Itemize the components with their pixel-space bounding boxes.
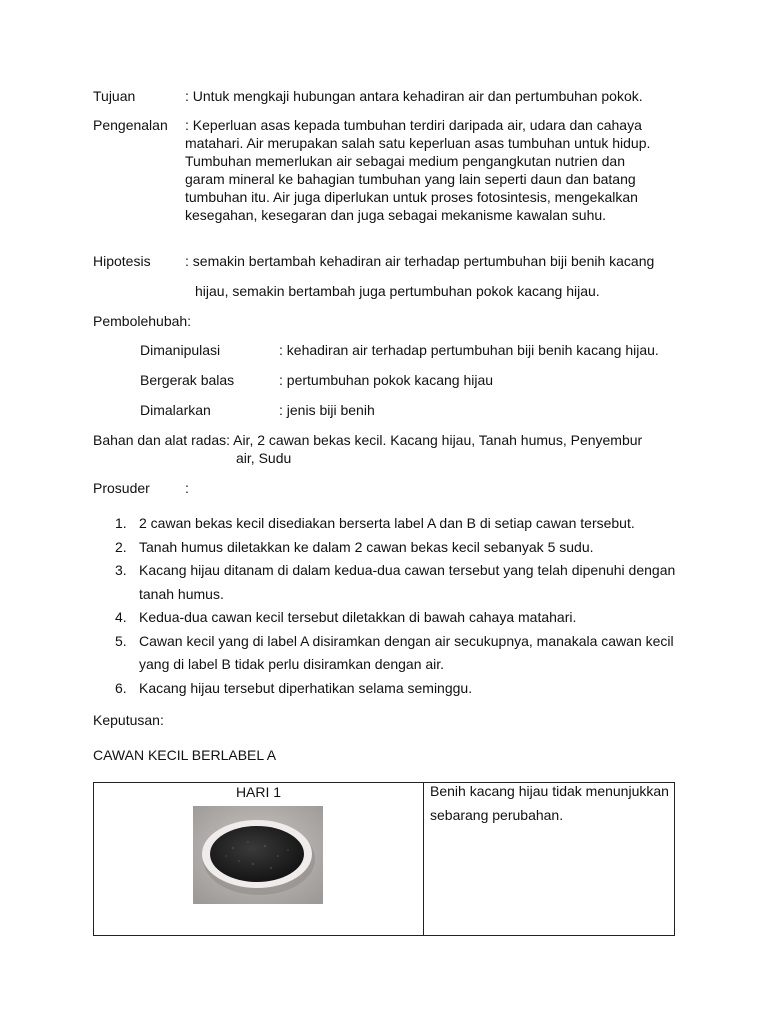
- pengenalan-label: Pengenalan: [93, 117, 168, 133]
- prosuder-colon: :: [185, 480, 189, 496]
- pengenalan-text: : Keperluan asas kepada tumbuhan terdiri daripada air, udara dan cahaya matahari. Air merupakan salah satu keperluan asas tumbuhan untuk hidup. Tumbuhan memerlukan air sebagai medium pengangkutan nutrien dan garam mineral ke bahagian tumbuhan yang lain seperti daun dan batang tumbuhan itu. Air juga diperlukan untuk proses fotosintesis, mengekalkan kesegahan, kesegaran dan juga sebagai mekanisme kawalan suhu.: [185, 117, 651, 223]
- procedure-step: [93, 677, 693, 701]
- step-number: 6.: [115, 679, 127, 696]
- tujuan-text: : Untuk mengkaji hubungan antara kehadiran air dan pertumbuhan pokok.: [185, 88, 643, 104]
- day-cell: [94, 783, 424, 936]
- observation-text: Benih kacang hijau tidak menunjukkan sebarang perubahan.: [430, 783, 669, 823]
- procedure-step: [93, 606, 693, 630]
- step-text: Kacang hijau tersebut diperhatikan selama seminggu.: [139, 679, 473, 696]
- step-number: 1.: [115, 515, 127, 531]
- hipotesis-line1: : semakin bertambah kehadiran air terhadap pertumbuhan biji benih kacang: [185, 253, 655, 269]
- procedure-list: [93, 512, 693, 700]
- pembolehubah-heading: Pembolehubah:: [93, 313, 192, 329]
- step-number: 4.: [115, 609, 127, 625]
- observation-cell: [424, 783, 675, 936]
- step-number: 2.: [115, 538, 127, 555]
- hipotesis-line2: hijau, semakin bertambah juga pertumbuhan pokok kacang hijau.: [195, 283, 600, 299]
- procedure-step: [93, 630, 693, 677]
- step-text: Tanah humus diletakkan ke dalam 2 cawan bekas kecil sebanyak 5 sudu.: [139, 538, 594, 555]
- procedure-step: [93, 536, 693, 560]
- procedure-step: [93, 512, 693, 536]
- procedure-step: [93, 559, 693, 606]
- dimanipulasi-label: Dimanipulasi: [140, 342, 221, 358]
- dimalarkan-label: Dimalarkan: [140, 402, 211, 418]
- keputusan-label: Keputusan:: [93, 712, 164, 728]
- bergerak-balas-value: : pertumbuhan pokok kacang hijau: [279, 372, 494, 388]
- table-row: [94, 783, 675, 936]
- prosuder-label: Prosuder: [93, 480, 150, 496]
- results-table: [93, 782, 675, 936]
- step-text: Kacang hijau ditanam di dalam kedua-dua cawan tersebut yang telah dipenuhi dengan tanah humus.: [139, 562, 676, 602]
- day-label: HARI 1: [235, 784, 282, 800]
- step-number: 3.: [115, 562, 127, 578]
- tujuan-label: Tujuan: [93, 88, 136, 104]
- step-text: Kedua-dua cawan kecil tersebut diletakkan di bawah cahaya matahari.: [139, 609, 577, 625]
- step-text: Cawan kecil yang di label A disiramkan dengan air secukupnya, manakala cawan kecil yang di label B tidak perlu disiramkan dengan air.: [139, 632, 674, 672]
- bahan-line2: air, Sudu: [236, 450, 292, 466]
- step-text: 2 cawan bekas kecil disediakan berserta label A dan B di setiap cawan tersebut.: [139, 515, 635, 531]
- dimanipulasi-value: : kehadiran air terhadap pertumbuhan biji benih kacang hijau.: [279, 342, 659, 358]
- soil-cup-photo: [193, 806, 323, 904]
- dimalarkan-value: : jenis biji benih: [279, 402, 375, 418]
- cawan-a-heading: CAWAN KECIL BERLABEL A: [93, 747, 277, 763]
- step-number: 5.: [115, 632, 127, 649]
- hipotesis-label: Hipotesis: [93, 253, 151, 269]
- bahan-line1: Bahan dan alat radas: Air, 2 cawan bekas kecil. Kacang hijau, Tanah humus, Penyembur: [93, 432, 643, 448]
- bergerak-balas-label: Bergerak balas: [140, 372, 235, 388]
